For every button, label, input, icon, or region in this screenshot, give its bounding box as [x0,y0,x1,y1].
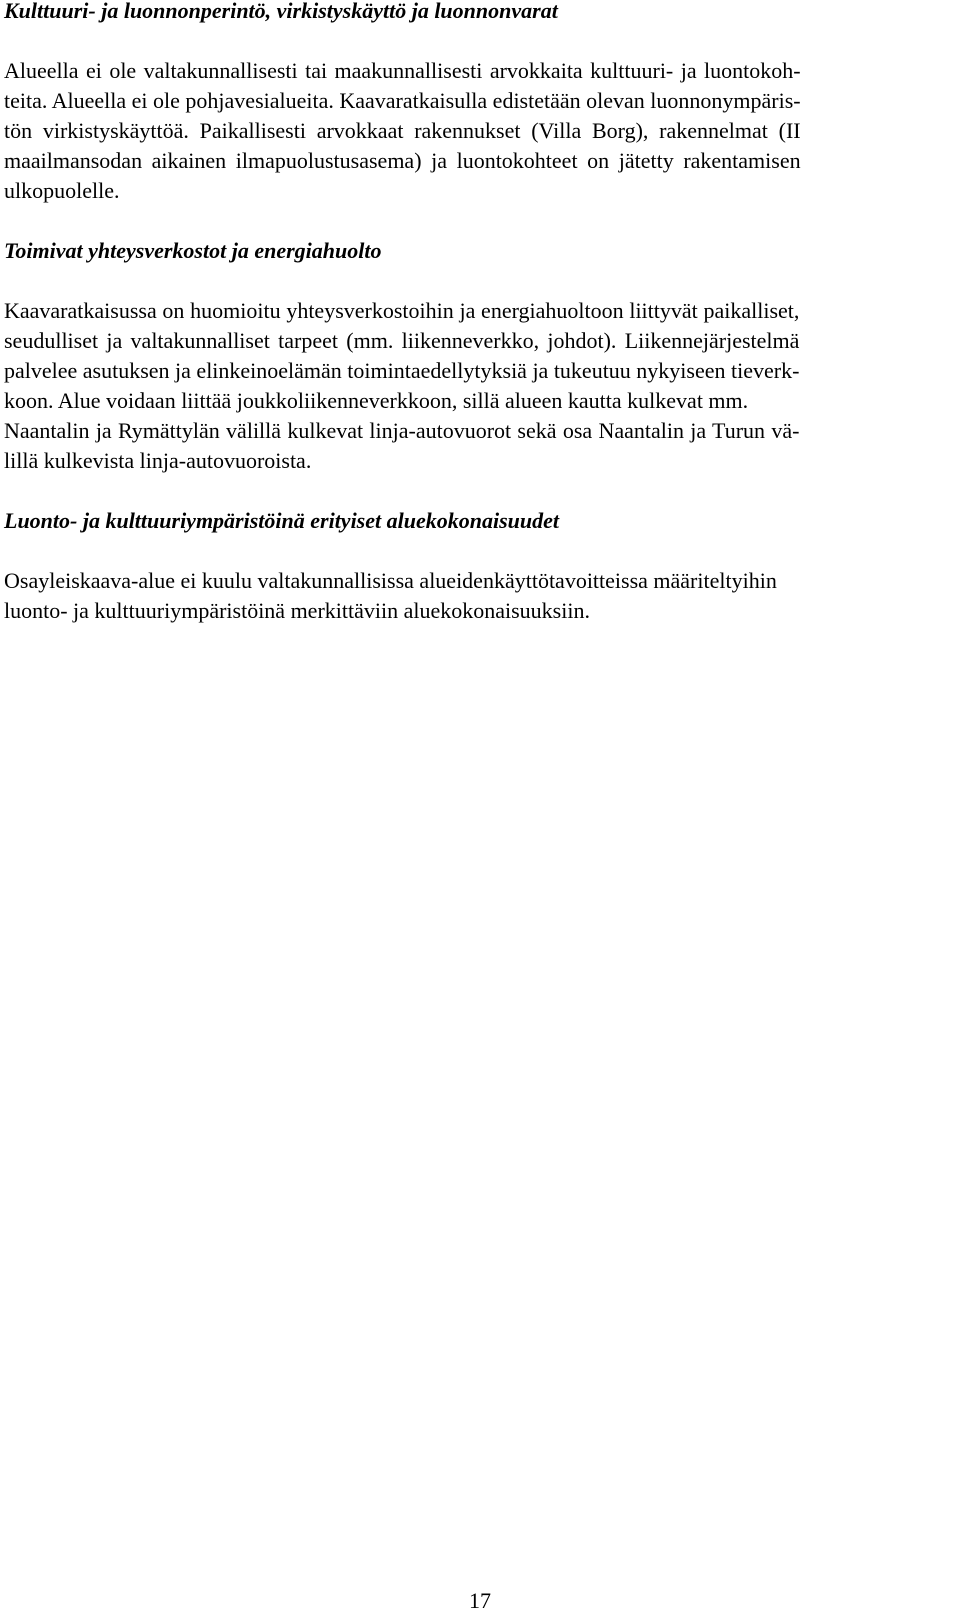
text-line: seudulliset ja valtakunnalliset tarpeet (mm. liikenneverkko, johdot). Liikennejärjestelmä [4,328,800,353]
text-line: luonto- ja kulttuuriympäristöinä merkittäviin aluekokonaisuuksiin. [4,598,590,623]
text-line: maailmansodan aikainen ilmapuolustusasema) ja luontokohteet on jätetty rakentamisen [4,148,801,173]
text-line: tön virkistyskäyttöä. Paikallisesti arvokkaat rakennukset (Villa Borg), rakennelmat (II [4,118,801,143]
text-line: Kaavaratkaisussa on huomioitu yhteysverkostoihin ja energiahuoltoon liittyvät paikalliset, [4,298,800,323]
text-line: Naantalin ja Rymättylän välillä kulkevat linja-autovuorot sekä osa Naantalin ja Turun vä- [4,418,800,443]
text-line: lillä kulkevista linja-autovuoroista. [4,448,312,473]
section-heading-cultural-heritage: Kulttuuri- ja luonnonperintö, virkistyskäyttö ja luonnonvarat [4,0,558,23]
section-paragraph-cultural-heritage [4,56,801,206]
section-paragraph-networks-energy [4,296,799,476]
text-line: ulkopuolelle. [4,178,120,203]
text-line: koon. Alue voidaan liittää joukkoliikenneverkkoon, sillä alueen kautta kulkevat mm. [4,388,749,413]
section-heading-networks-energy: Toimivat yhteysverkostot ja energiahuolto [4,238,382,263]
section-paragraph-special-areas [4,566,777,626]
section-heading-special-areas: Luonto- ja kulttuuriympäristöinä erityiset aluekokonaisuudet [4,508,559,533]
text-line: palvelee asutuksen ja elinkeinoelämän toimintaedellytyksiä ja tukeutuu nykyiseen tieverk- [4,358,800,383]
text-line: Osayleiskaava-alue ei kuulu valtakunnallisissa alueidenkäyttötavoitteissa määriteltyihin [4,568,777,593]
page-number: 17 [469,1588,491,1613]
text-line: teita. Alueella ei ole pohjavesialueita. Kaavaratkaisulla edistetään olevan luonnonympäris- [4,88,801,113]
text-line: Alueella ei ole valtakunnallisesti tai maakunnallisesti arvokkaita kulttuuri- ja luontokoh- [4,58,801,83]
